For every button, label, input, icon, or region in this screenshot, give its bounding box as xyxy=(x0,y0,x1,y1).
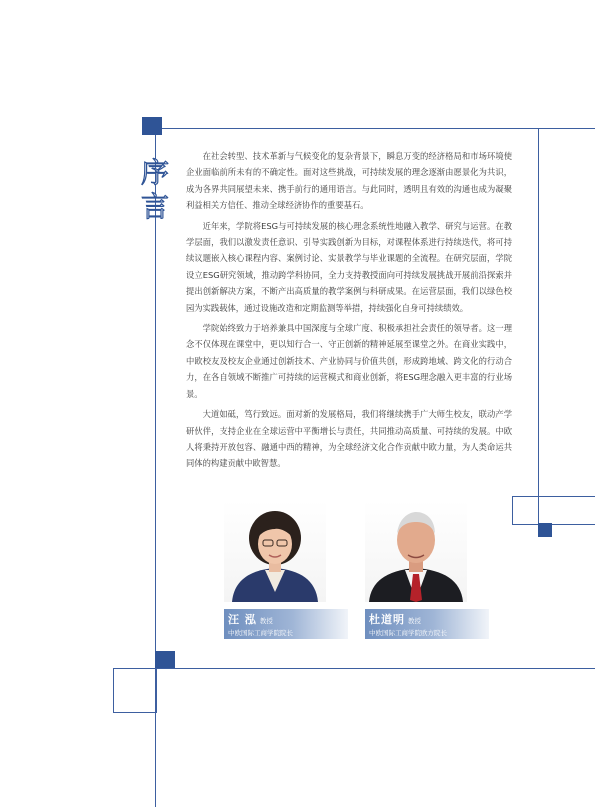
frame-box-right xyxy=(512,496,595,525)
heading-char-2: 言 xyxy=(141,190,170,223)
signatory-1-rank: 教授 xyxy=(259,617,273,625)
signatory-2-title: 中欧国际工商学院欧方院长 xyxy=(369,629,447,637)
signatory-2-name-line xyxy=(369,611,421,627)
frame-line-right xyxy=(538,128,539,524)
accent-square-bottom xyxy=(155,651,175,668)
signatory-1-caption xyxy=(224,609,348,639)
signatory-2-caption xyxy=(365,609,489,639)
signatory-1-name-line xyxy=(228,611,273,627)
frame-line-middle xyxy=(113,668,595,669)
frame-line-top xyxy=(155,128,595,129)
signatory-2-name: 杜道明 xyxy=(369,613,405,626)
paragraph-4: 大道如砥，笃行致远。面对新的发展格局，我们将继续携手广大师生校友，联动产学研伙伴，支持企业在全球运营中平衡增长与责任，共同推动高质量、可持续的发展。中欧人将秉持开放包容、融通中西的精神，为全球经济文化合作贡献中欧力量，为人类命运共同体的构建贡献中欧智慧。 xyxy=(186,409,512,469)
accent-square-top xyxy=(142,117,162,135)
frame-box-left xyxy=(113,668,157,713)
accent-square-right xyxy=(538,523,552,537)
signatory-1-title: 中欧国际工商学院院长 xyxy=(228,629,293,637)
portrait-1-photo xyxy=(224,500,326,602)
paragraph-3: 学院始终致力于培养兼具中国深度与全球广度、积极承担社会责任的领导者。这一理念不仅体现在课堂中，更以知行合一、守正创新的精神延展至课堂之外。在商业实践中，中欧校友及校友企业通过创新技术、产业协同与价值共创，形成跨地域、跨文化的行动合力，在各自领域不断推广可持续的运营模式和商业创新，将ESG理念融入更丰富的行业场景。 xyxy=(186,323,512,399)
signatory-2-rank: 教授 xyxy=(408,617,421,625)
preface-body xyxy=(186,148,512,476)
paragraph-1: 在社会转型、技术革新与气候变化的复杂背景下，瞬息万变的经济格局和市场环境使企业面临前所未有的不确定性。面对这些挑战，可持续发展的理念逐渐由愿景化为共识，成为各界共同展望未来、携手前行的通用语言。与此同时，透明且有效的沟通也成为凝聚利益相关方信任、推动全球经济协作的重要基石。 xyxy=(186,151,512,211)
paragraph-2: 近年来，学院将ESG与可持续发展的核心理念系统性地融入教学、研究与运营。在教学层面，我们以激发责任意识、引导实践创新为目标，对课程体系进行持续迭代，将可持续议题嵌入核心课程内容、案例讨论、实景教学与毕业课题的全流程。在研究层面，学院设立ESG研究领域，推动跨学科协同，全力支持教授面向可持续发展挑战开展前沿探索并提出创新解决方案，不断产出高质量的教学案例与科研成果。在运营层面，我们以绿色校园为实践载体，通过设施改造和定期监测等举措，持续强化自身可持续绩效。 xyxy=(186,220,512,313)
signatory-1-name: 汪 泓 xyxy=(228,613,257,626)
portrait-2-photo xyxy=(365,500,467,602)
heading-char-1: 序 xyxy=(141,156,170,189)
